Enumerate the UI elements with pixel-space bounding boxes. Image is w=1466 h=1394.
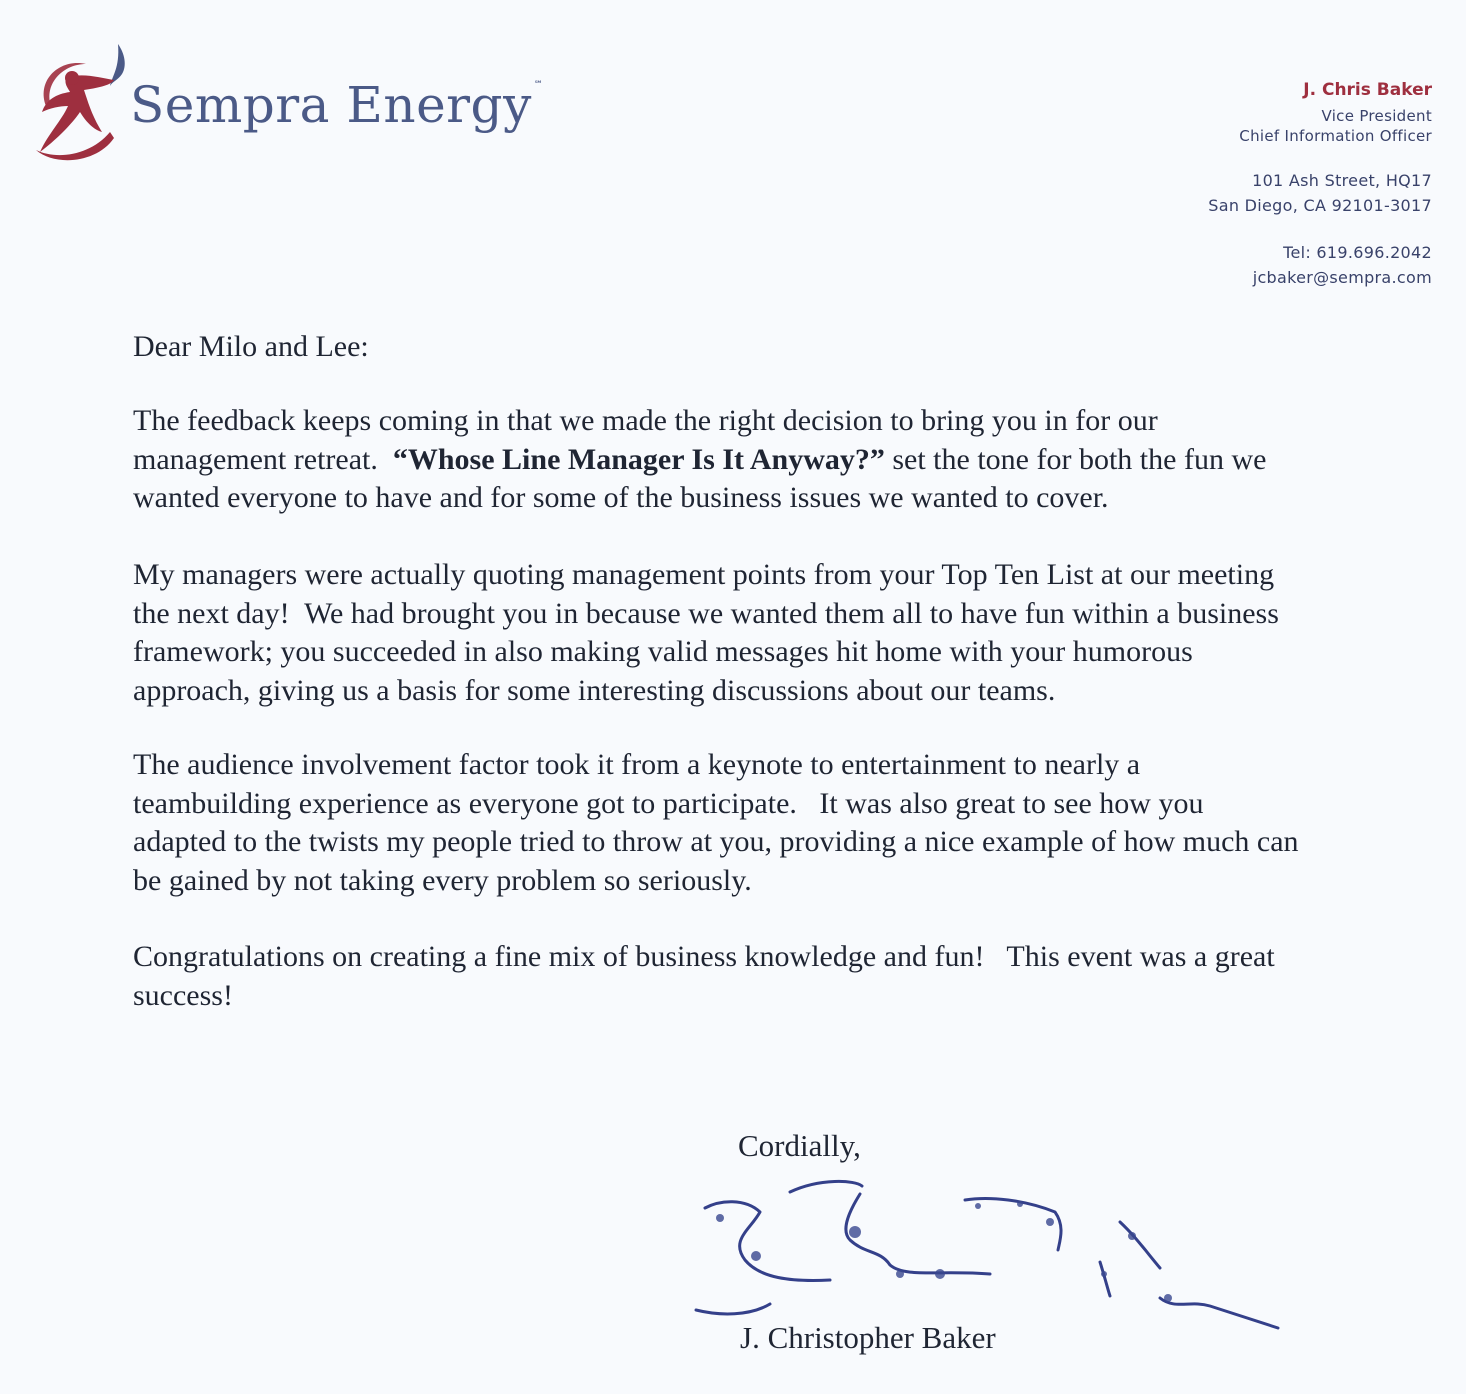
paragraph-4 bbox=[133, 938, 1443, 1015]
paragraph-line: The audience involvement factor took it from a keynote to entertainment to nearly a bbox=[133, 748, 1141, 781]
paragraph-3 bbox=[133, 746, 1443, 900]
service-mark: ℠ bbox=[533, 80, 544, 90]
paragraph-line: wanted everyone to have and for some of the business issues we wanted to cover. bbox=[133, 481, 1109, 514]
email-address: jcbaker@sempra.com bbox=[1252, 268, 1432, 287]
paragraph-line: adapted to the twists my people tried to throw at you, providing a nice example of how much can bbox=[133, 825, 1299, 858]
paragraph-line: management retreat. “Whose Line Manager Is It Anyway?” set the tone for both the fun we bbox=[133, 442, 1267, 476]
paragraph-line: The feedback keeps coming in that we made the right decision to bring you in for our bbox=[133, 404, 1158, 437]
address-line-1: 101 Ash Street, HQ17 bbox=[1252, 171, 1432, 190]
sender-contact bbox=[1208, 240, 1432, 290]
paragraph-line: the next day! We had brought you in because we wanted them all to have fun within a business bbox=[133, 596, 1279, 630]
paragraph-line: approach, giving us a basis for some interesting discussions about our teams. bbox=[133, 673, 1056, 707]
sempra-figure-icon bbox=[26, 40, 136, 168]
paragraph-line: success! bbox=[133, 978, 233, 1012]
sender-name: J. Chris Baker bbox=[1303, 80, 1432, 100]
paragraph-1 bbox=[133, 402, 1443, 518]
address-line-2: San Diego, CA 92101-3017 bbox=[1208, 196, 1432, 215]
sender-address bbox=[1208, 168, 1432, 218]
company-name: Sempra Energy ℠ bbox=[130, 76, 544, 134]
signed-name: J. Christopher Baker bbox=[740, 1320, 996, 1355]
paragraph-line: framework; you succeeded in also making valid messages hit home with your humorous bbox=[133, 635, 1193, 668]
sender-title: Vice President bbox=[1321, 107, 1432, 125]
company-logo bbox=[26, 40, 544, 170]
closing: Cordially, bbox=[738, 1128, 861, 1163]
paragraph-line: My managers were actually quoting management points from your Top Ten List at our meeting bbox=[133, 558, 1275, 591]
paragraph-2 bbox=[133, 556, 1443, 710]
paragraph-line: Congratulations on creating a fine mix of business knowledge and fun! This event was a great bbox=[133, 940, 1275, 973]
salutation: Dear Milo and Lee: bbox=[133, 330, 369, 363]
sender-info bbox=[1208, 80, 1432, 290]
sender-role: Chief Information Officer bbox=[1239, 127, 1432, 145]
paragraph-line: teambuilding experience as everyone got to participate. It was also great to see how you bbox=[133, 786, 1204, 820]
handwritten-signature bbox=[690, 1170, 1290, 1340]
phone-number: Tel: 619.696.2042 bbox=[1283, 243, 1432, 262]
paragraph-line: be gained by not taking every problem so seriously. bbox=[133, 863, 752, 897]
show-title: “Whose Line Manager Is It Anyway?” bbox=[392, 442, 885, 476]
